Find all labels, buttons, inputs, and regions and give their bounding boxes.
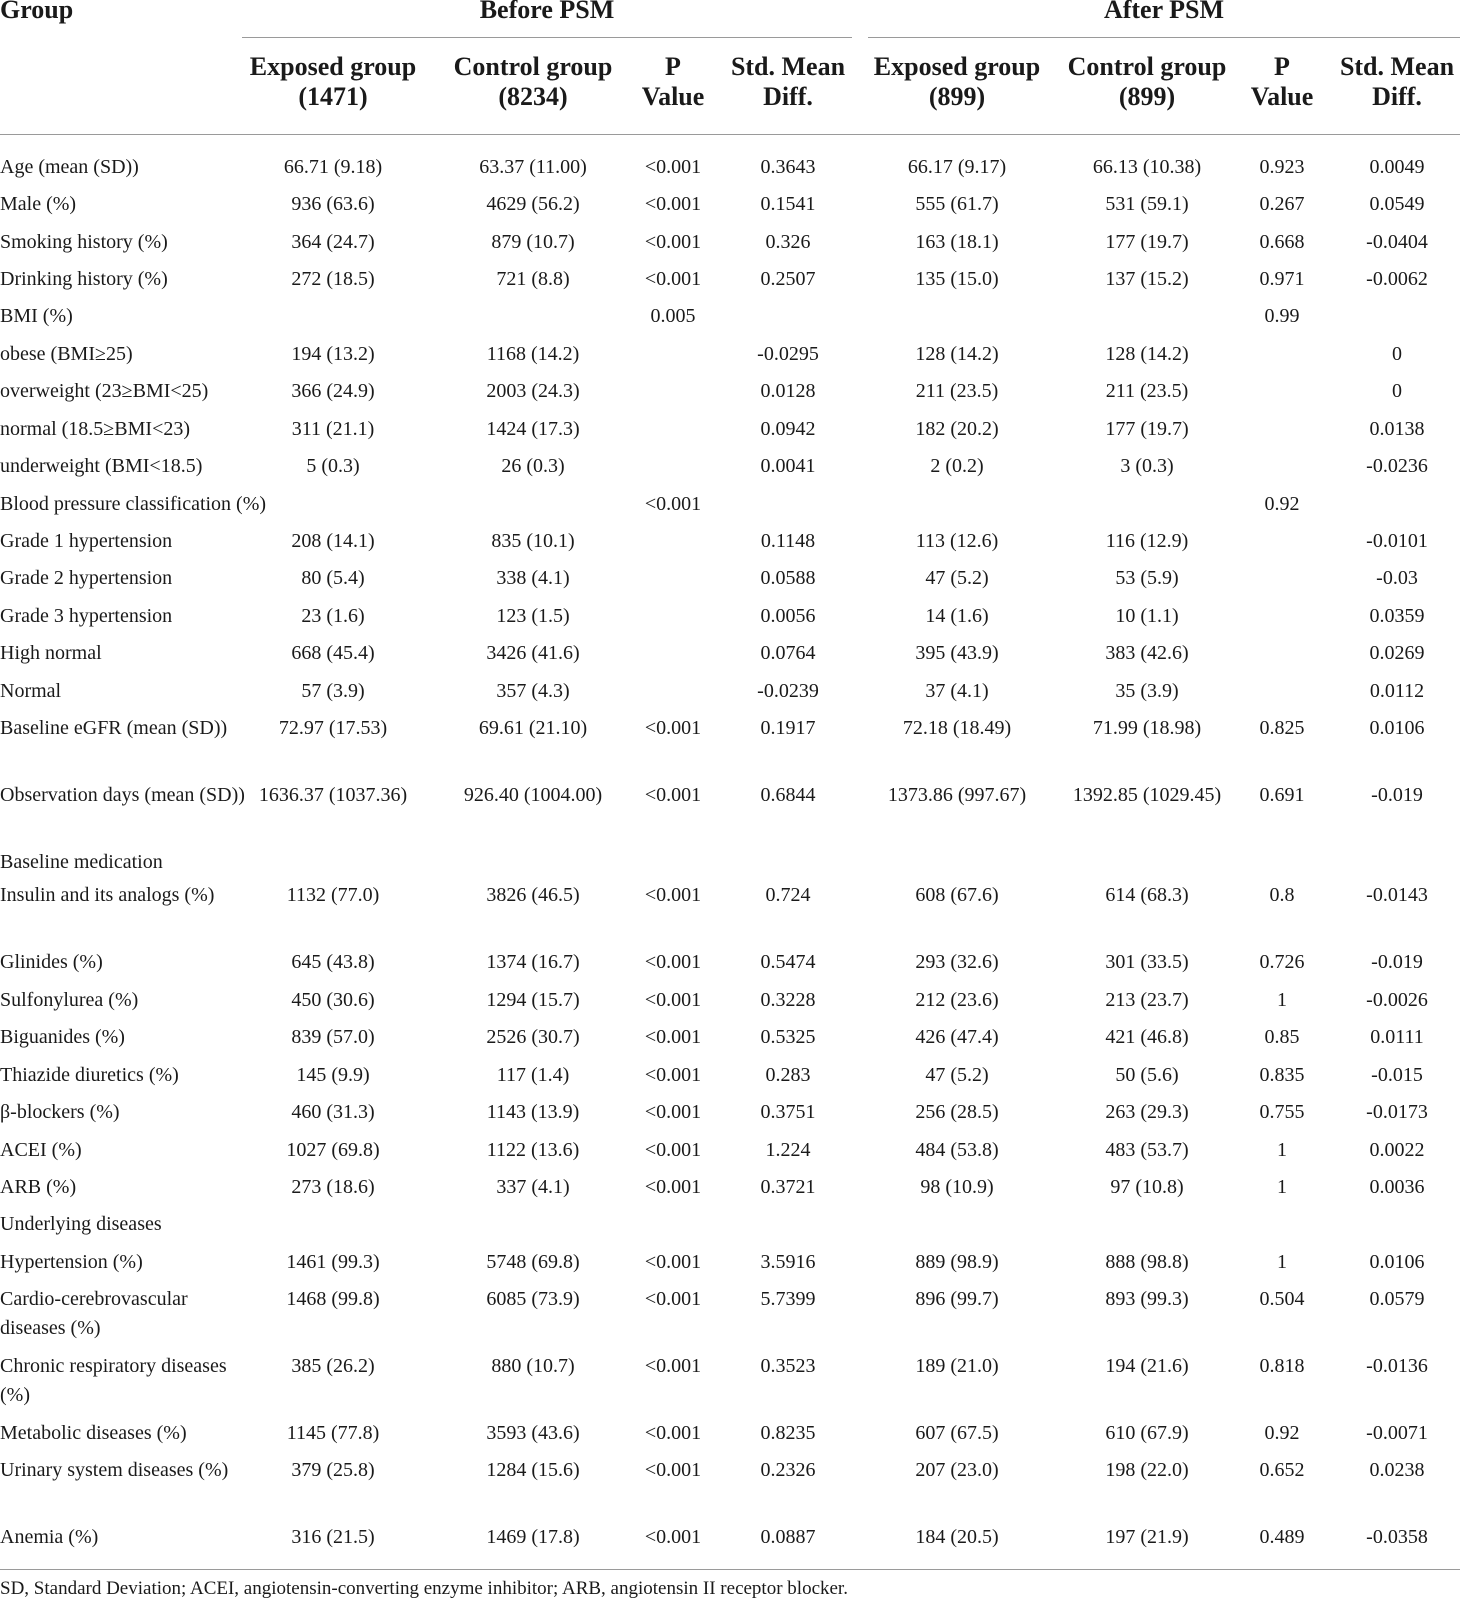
cell-exposed-before: 1145 (77.8) — [286, 1422, 380, 1444]
header-rule — [0, 134, 1460, 135]
cell-smd-before: 0.0942 — [760, 418, 816, 440]
row-label: β-blockers (%) — [0, 1101, 120, 1123]
before-psm-header: Before PSM — [479, 0, 615, 24]
cell-control-before: 721 (8.8) — [496, 268, 570, 290]
cell-p-before: <0.001 — [644, 784, 702, 806]
cell-smd-after: -0.019 — [1371, 951, 1423, 973]
column-header-line: Std. Mean — [1339, 52, 1455, 81]
cell-control-before: 63.37 (11.00) — [479, 156, 587, 178]
cell-control-before: 1374 (16.7) — [486, 951, 580, 973]
cell-control-before: 117 (1.4) — [496, 1064, 570, 1086]
row-label: Age (mean (SD)) — [0, 156, 139, 178]
cell-p-before: <0.001 — [644, 1459, 702, 1481]
cell-exposed-after: 135 (15.0) — [915, 268, 999, 290]
cell-exposed-before: 80 (5.4) — [301, 567, 365, 589]
cell-p-before: <0.001 — [644, 884, 702, 906]
cell-control-before: 1424 (17.3) — [486, 418, 580, 440]
cell-smd-before: 0.1541 — [760, 193, 816, 215]
cell-exposed-after: 163 (18.1) — [915, 231, 999, 253]
cell-control-before: 357 (4.3) — [496, 680, 570, 702]
cell-exposed-before: 57 (3.9) — [301, 680, 365, 702]
cell-exposed-before: 385 (26.2) — [291, 1355, 375, 1377]
cell-exposed-after: 182 (20.2) — [915, 418, 999, 440]
cell-p-after: 0.8 — [1269, 884, 1295, 906]
cell-exposed-after: 37 (4.1) — [925, 680, 989, 702]
cell-exposed-after: 113 (12.6) — [915, 530, 999, 552]
cell-exposed-after: 14 (1.6) — [925, 605, 989, 627]
cell-p-after: 1 — [1277, 1139, 1287, 1161]
row-label: Insulin and its analogs (%) — [0, 884, 215, 906]
cell-p-after: 0.825 — [1259, 717, 1305, 739]
cell-exposed-before: 1132 (77.0) — [286, 884, 380, 906]
column-header-line: Value — [1250, 82, 1314, 111]
cell-exposed-after: 98 (10.9) — [920, 1176, 994, 1198]
row-label: Male (%) — [0, 193, 77, 215]
row-label: Smoking history (%) — [0, 231, 168, 253]
cell-p-before: <0.001 — [644, 493, 702, 515]
cell-smd-before: 0.0764 — [760, 642, 816, 664]
cell-smd-after: 0.0238 — [1369, 1459, 1425, 1481]
cell-p-before: <0.001 — [644, 989, 702, 1011]
cell-p-after: 0.489 — [1259, 1526, 1305, 1548]
row-label: Baseline medication — [0, 851, 163, 873]
cell-p-before: <0.001 — [644, 1526, 702, 1548]
cell-control-after: 614 (68.3) — [1105, 884, 1189, 906]
cell-smd-before: 0.0056 — [760, 605, 816, 627]
cell-p-after: 1 — [1277, 989, 1287, 1011]
cell-smd-after: 0.0036 — [1369, 1176, 1425, 1198]
cell-control-before: 1469 (17.8) — [486, 1526, 580, 1548]
column-header-exposed-before — [223, 52, 443, 112]
cell-p-before: <0.001 — [644, 1101, 702, 1123]
cell-exposed-after: 211 (23.5) — [915, 380, 999, 402]
cell-control-after: 211 (23.5) — [1105, 380, 1189, 402]
cell-smd-after: -0.0026 — [1366, 989, 1428, 1011]
cell-p-after: 1 — [1277, 1251, 1287, 1273]
cell-exposed-before: 273 (18.6) — [291, 1176, 375, 1198]
cell-exposed-after: 555 (61.7) — [915, 193, 999, 215]
cell-smd-after: -0.0062 — [1366, 268, 1428, 290]
cell-p-after: 0.92 — [1264, 493, 1300, 515]
column-header-line: (899) — [928, 82, 986, 111]
cell-smd-after: -0.0236 — [1366, 455, 1428, 477]
cell-smd-before: -0.0295 — [757, 343, 819, 365]
cell-exposed-after: 484 (53.8) — [915, 1139, 999, 1161]
cell-control-after: 610 (67.9) — [1105, 1422, 1189, 1444]
row-label: Drinking history (%) — [0, 268, 168, 290]
after-psm-rule — [868, 37, 1460, 38]
cell-control-before: 26 (0.3) — [501, 455, 565, 477]
cell-control-before: 3593 (43.6) — [486, 1422, 580, 1444]
cell-smd-before: 0.2507 — [760, 268, 816, 290]
cell-exposed-after: 2 (0.2) — [930, 455, 984, 477]
cell-control-before: 879 (10.7) — [491, 231, 575, 253]
cell-control-after: 893 (99.3) — [1105, 1288, 1189, 1310]
cell-control-after: 888 (98.8) — [1105, 1251, 1189, 1273]
cell-exposed-before: 1468 (99.8) — [286, 1288, 380, 1310]
cell-control-after: 177 (19.7) — [1105, 418, 1189, 440]
cell-smd-after: -0.015 — [1371, 1064, 1423, 1086]
cell-exposed-after: 72.18 (18.49) — [902, 717, 1012, 739]
cell-exposed-after: 607 (67.5) — [915, 1422, 999, 1444]
column-header-smd-after — [1312, 52, 1460, 112]
cell-p-before: <0.001 — [644, 1355, 702, 1377]
cell-smd-after: 0.0549 — [1369, 193, 1425, 215]
cell-smd-before: 0.5325 — [760, 1026, 816, 1048]
column-header-line: P — [665, 52, 681, 81]
cell-control-after: 53 (5.9) — [1115, 567, 1179, 589]
cell-exposed-after: 395 (43.9) — [915, 642, 999, 664]
cell-p-before: <0.001 — [644, 156, 702, 178]
cell-exposed-before: 936 (63.6) — [291, 193, 375, 215]
cell-smd-before: 0.0887 — [760, 1526, 816, 1548]
cell-control-after: 97 (10.8) — [1110, 1176, 1184, 1198]
cell-exposed-before: 460 (31.3) — [291, 1101, 375, 1123]
cell-p-after: 0.726 — [1259, 951, 1305, 973]
cell-exposed-before: 72.97 (17.53) — [278, 717, 388, 739]
cell-control-before: 338 (4.1) — [496, 567, 570, 589]
column-header-line: (8234) — [498, 82, 568, 111]
cell-smd-after: 0.0269 — [1369, 642, 1425, 664]
cell-p-after: 0.835 — [1259, 1064, 1305, 1086]
cell-exposed-before: 366 (24.9) — [291, 380, 375, 402]
cell-smd-before: 0.3721 — [760, 1176, 816, 1198]
cell-control-before: 6085 (73.9) — [486, 1288, 580, 1310]
cell-smd-after: 0.0022 — [1369, 1139, 1425, 1161]
cell-p-before: <0.001 — [644, 1176, 702, 1198]
cell-control-after: 137 (15.2) — [1105, 268, 1189, 290]
row-label: Grade 3 hypertension — [0, 605, 173, 627]
cell-control-before: 1143 (13.9) — [486, 1101, 580, 1123]
cell-exposed-before: 645 (43.8) — [291, 951, 375, 973]
cell-control-before: 926.40 (1004.00) — [463, 784, 603, 806]
cell-smd-before: 0.326 — [765, 231, 811, 253]
before-psm-rule — [242, 37, 852, 38]
cell-control-before: 1168 (14.2) — [486, 343, 580, 365]
cell-control-before: 2526 (30.7) — [486, 1026, 580, 1048]
cell-control-before: 2003 (24.3) — [486, 380, 580, 402]
column-header-line: Exposed group — [873, 52, 1041, 81]
row-label: Sulfonylurea (%) — [0, 989, 139, 1011]
cell-control-after: 197 (21.9) — [1105, 1526, 1189, 1548]
row-label: Metabolic diseases (%) — [0, 1422, 187, 1444]
cell-control-before: 3826 (46.5) — [486, 884, 580, 906]
cell-exposed-after: 608 (67.6) — [915, 884, 999, 906]
row-label: Normal — [0, 680, 62, 702]
cell-smd-before: 0.1148 — [760, 530, 816, 552]
cell-smd-after: -0.0404 — [1366, 231, 1428, 253]
cell-smd-before: 0.1917 — [760, 717, 816, 739]
cell-smd-before: 0.3523 — [760, 1355, 816, 1377]
cell-smd-after: 0.0106 — [1369, 717, 1425, 739]
cell-control-after: 383 (42.6) — [1105, 642, 1189, 664]
cell-control-after: 483 (53.7) — [1105, 1139, 1189, 1161]
cell-smd-after: 0.0112 — [1369, 680, 1425, 702]
cell-p-after: 0.971 — [1259, 268, 1305, 290]
cell-exposed-before: 1461 (99.3) — [286, 1251, 380, 1273]
cell-exposed-after: 189 (21.0) — [915, 1355, 999, 1377]
cell-p-before: <0.001 — [644, 268, 702, 290]
cell-p-before: <0.001 — [644, 717, 702, 739]
cell-control-after: 66.13 (10.38) — [1092, 156, 1202, 178]
cell-control-after: 116 (12.9) — [1105, 530, 1189, 552]
cell-control-after: 1392.85 (1029.45) — [1072, 784, 1222, 806]
cell-control-before: 5748 (69.8) — [486, 1251, 580, 1273]
cell-control-after: 71.99 (18.98) — [1092, 717, 1202, 739]
footer-rule — [0, 1569, 1460, 1570]
cell-smd-before: 0.0041 — [760, 455, 816, 477]
cell-exposed-after: 889 (98.9) — [915, 1251, 999, 1273]
cell-control-after: 10 (1.1) — [1115, 605, 1179, 627]
cell-smd-after: -0.019 — [1371, 784, 1423, 806]
cell-smd-before: 3.5916 — [760, 1251, 816, 1273]
cell-exposed-before: 311 (21.1) — [291, 418, 375, 440]
cell-smd-before: 0.283 — [765, 1064, 811, 1086]
cell-smd-before: 0.3751 — [760, 1101, 816, 1123]
row-label: Observation days (mean (SD)) — [0, 784, 245, 806]
cell-smd-after: 0.0359 — [1369, 605, 1425, 627]
cell-control-before: 835 (10.1) — [491, 530, 575, 552]
cell-control-before: 3426 (41.6) — [486, 642, 580, 664]
cell-exposed-after: 896 (99.7) — [915, 1288, 999, 1310]
cell-smd-before: 5.7399 — [760, 1288, 816, 1310]
cell-control-after: 194 (21.6) — [1105, 1355, 1189, 1377]
cell-control-before: 123 (1.5) — [496, 605, 570, 627]
row-label: underweight (BMI<18.5) — [0, 455, 203, 477]
cell-smd-after: 0.0106 — [1369, 1251, 1425, 1273]
cell-p-after: 0.99 — [1264, 305, 1300, 327]
cell-p-before: <0.001 — [644, 1288, 702, 1310]
after-psm-header: After PSM — [1103, 0, 1225, 24]
cell-p-after: 0.691 — [1259, 784, 1305, 806]
cell-p-after: 0.755 — [1259, 1101, 1305, 1123]
cell-smd-after: -0.0143 — [1366, 884, 1428, 906]
table-footnote: SD, Standard Deviation; ACEI, angiotensin-converting enzyme inhibitor; ARB, angiotensin II receptor blocker. — [0, 1578, 848, 1599]
row-label: Urinary system diseases (%) — [0, 1459, 229, 1481]
cell-smd-after: -0.0101 — [1366, 530, 1428, 552]
cell-exposed-before: 208 (14.1) — [291, 530, 375, 552]
cell-control-after: 35 (3.9) — [1115, 680, 1179, 702]
cell-control-before: 1284 (15.6) — [486, 1459, 580, 1481]
cell-smd-before: 0.3643 — [760, 156, 816, 178]
row-label: Chronic respiratory diseases (%) — [0, 1355, 227, 1406]
cell-exposed-after: 293 (32.6) — [915, 951, 999, 973]
cell-p-before: 0.005 — [650, 305, 696, 327]
cell-smd-before: 0.5474 — [760, 951, 816, 973]
row-label: BMI (%) — [0, 305, 73, 327]
row-label: Grade 2 hypertension — [0, 567, 173, 589]
cell-control-before: 1122 (13.6) — [486, 1139, 580, 1161]
cell-control-after: 177 (19.7) — [1105, 231, 1189, 253]
cell-exposed-before: 379 (25.8) — [291, 1459, 375, 1481]
cell-p-after: 0.267 — [1259, 193, 1305, 215]
row-label: Baseline eGFR (mean (SD)) — [0, 717, 228, 739]
cell-smd-before: 0.0128 — [760, 380, 816, 402]
column-header-line: Std. Mean — [730, 52, 846, 81]
cell-p-after: 0.85 — [1264, 1026, 1300, 1048]
cell-smd-before: -0.0239 — [757, 680, 819, 702]
cell-smd-after: 0.0111 — [1370, 1026, 1424, 1048]
cell-smd-before: 0.2326 — [760, 1459, 816, 1481]
cell-exposed-before: 145 (9.9) — [296, 1064, 370, 1086]
cell-exposed-after: 128 (14.2) — [915, 343, 999, 365]
cell-smd-after: -0.03 — [1376, 567, 1418, 589]
column-header-line: Control group — [453, 52, 613, 81]
cell-exposed-before: 839 (57.0) — [291, 1026, 375, 1048]
cell-smd-after: 0.0138 — [1369, 418, 1425, 440]
cell-control-before: 4629 (56.2) — [486, 193, 580, 215]
cell-smd-before: 1.224 — [765, 1139, 811, 1161]
column-header-line: (1471) — [298, 82, 368, 111]
row-label: Hypertension (%) — [0, 1251, 143, 1273]
cell-p-before: <0.001 — [644, 951, 702, 973]
cell-exposed-after: 1373.86 (997.67) — [887, 784, 1027, 806]
row-label: Blood pressure classification (%) — [0, 493, 267, 515]
cell-control-after: 301 (33.5) — [1105, 951, 1189, 973]
cell-control-after: 50 (5.6) — [1115, 1064, 1179, 1086]
row-label: Glinides (%) — [0, 951, 103, 973]
cell-exposed-before: 1636.37 (1037.36) — [258, 784, 408, 806]
cell-control-after: 128 (14.2) — [1105, 343, 1189, 365]
column-header-line: Diff. — [763, 82, 813, 111]
cell-p-after: 0.504 — [1259, 1288, 1305, 1310]
column-header-line: Value — [641, 82, 705, 111]
cell-smd-after: 0.0579 — [1369, 1288, 1425, 1310]
cell-exposed-before: 5 (0.3) — [306, 455, 360, 477]
cell-exposed-before: 668 (45.4) — [291, 642, 375, 664]
cell-p-before: <0.001 — [644, 1026, 702, 1048]
cell-exposed-before: 1027 (69.8) — [286, 1139, 380, 1161]
cell-exposed-after: 212 (23.6) — [915, 989, 999, 1011]
cell-p-before: <0.001 — [644, 193, 702, 215]
cell-exposed-before: 450 (30.6) — [291, 989, 375, 1011]
cell-smd-after: 0 — [1392, 380, 1402, 402]
cell-exposed-after: 47 (5.2) — [925, 1064, 989, 1086]
cell-smd-before: 0.8235 — [760, 1422, 816, 1444]
row-label: ACEI (%) — [0, 1139, 82, 1161]
cell-control-before: 880 (10.7) — [491, 1355, 575, 1377]
cell-control-before: 337 (4.1) — [496, 1176, 570, 1198]
cell-p-before: <0.001 — [644, 1251, 702, 1273]
cell-smd-before: 0.0588 — [760, 567, 816, 589]
cell-p-before: <0.001 — [644, 1064, 702, 1086]
row-label: ARB (%) — [0, 1176, 77, 1198]
column-header-line: P — [1274, 52, 1290, 81]
cell-exposed-before: 316 (21.5) — [291, 1526, 375, 1548]
row-label: Thiazide diuretics (%) — [0, 1064, 179, 1086]
cell-smd-before: 0.724 — [765, 884, 811, 906]
group-header: Group — [0, 0, 74, 24]
cell-smd-after: 0 — [1392, 343, 1402, 365]
cell-exposed-after: 184 (20.5) — [915, 1526, 999, 1548]
cell-exposed-before: 66.71 (9.18) — [283, 156, 383, 178]
column-header-line: Exposed group — [249, 52, 417, 81]
cell-exposed-before: 194 (13.2) — [291, 343, 375, 365]
cell-p-before: <0.001 — [644, 1422, 702, 1444]
cell-control-after: 213 (23.7) — [1105, 989, 1189, 1011]
cell-exposed-before: 364 (24.7) — [291, 231, 375, 253]
cell-exposed-after: 66.17 (9.17) — [907, 156, 1007, 178]
cell-control-after: 3 (0.3) — [1120, 455, 1174, 477]
cell-smd-before: 0.6844 — [760, 784, 816, 806]
cell-p-after: 0.818 — [1259, 1355, 1305, 1377]
row-label: Cardio-cerebrovascular diseases (%) — [0, 1288, 188, 1339]
cell-exposed-after: 207 (23.0) — [915, 1459, 999, 1481]
cell-smd-after: -0.0071 — [1366, 1422, 1428, 1444]
cell-control-after: 198 (22.0) — [1105, 1459, 1189, 1481]
cell-exposed-before: 23 (1.6) — [301, 605, 365, 627]
cell-p-after: 0.668 — [1259, 231, 1305, 253]
cell-p-before: <0.001 — [644, 1139, 702, 1161]
cell-smd-after: -0.0173 — [1366, 1101, 1428, 1123]
cell-p-after: 0.652 — [1259, 1459, 1305, 1481]
cell-control-before: 69.61 (21.10) — [478, 717, 588, 739]
cell-control-after: 531 (59.1) — [1105, 193, 1189, 215]
cell-smd-after: 0.0049 — [1369, 156, 1425, 178]
row-label: Grade 1 hypertension — [0, 530, 173, 552]
row-label: normal (18.5≥BMI<23) — [0, 418, 191, 440]
cell-p-after: 0.92 — [1264, 1422, 1300, 1444]
cell-exposed-after: 47 (5.2) — [925, 567, 989, 589]
row-label: obese (BMI≥25) — [0, 343, 133, 365]
cell-exposed-after: 256 (28.5) — [915, 1101, 999, 1123]
row-label: Biguanides (%) — [0, 1026, 125, 1048]
column-header-line: (899) — [1118, 82, 1176, 111]
row-label: Underlying diseases — [0, 1213, 162, 1235]
cell-smd-after: -0.0358 — [1366, 1526, 1428, 1548]
cell-control-after: 263 (29.3) — [1105, 1101, 1189, 1123]
row-label: overweight (23≥BMI<25) — [0, 380, 209, 402]
cell-p-after: 0.923 — [1259, 156, 1305, 178]
cell-control-before: 1294 (15.7) — [486, 989, 580, 1011]
column-header-line: Control group — [1067, 52, 1227, 81]
cell-p-after: 1 — [1277, 1176, 1287, 1198]
cell-p-before: <0.001 — [644, 231, 702, 253]
cell-smd-before: 0.3228 — [760, 989, 816, 1011]
cell-smd-after: -0.0136 — [1366, 1355, 1428, 1377]
cell-exposed-after: 426 (47.4) — [915, 1026, 999, 1048]
row-label: Anemia (%) — [0, 1526, 99, 1548]
column-header-line: Diff. — [1372, 82, 1422, 111]
cell-exposed-before: 272 (18.5) — [291, 268, 375, 290]
cell-control-after: 421 (46.8) — [1105, 1026, 1189, 1048]
row-label: High normal — [0, 642, 102, 664]
